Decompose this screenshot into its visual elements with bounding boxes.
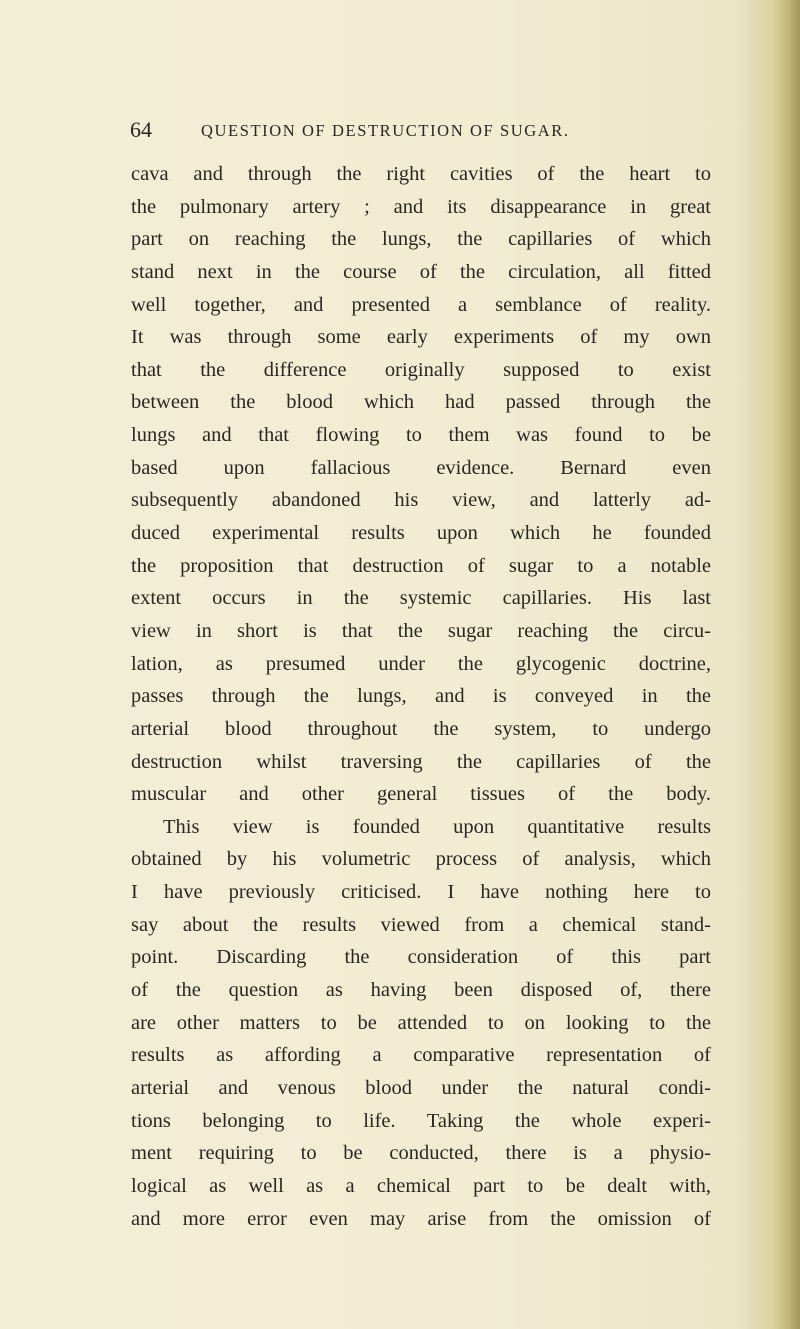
text-line: and more error even may arise from the omission of [131, 1207, 711, 1230]
body-text [131, 158, 711, 1235]
text-line: view in short is that the sugar reaching the circu- [131, 619, 711, 642]
text-line: ment requiring to be conducted, there is a physio- [131, 1142, 711, 1165]
text-line: the pulmonary artery ; and its disappearance in great [131, 195, 711, 218]
text-line: say about the results viewed from a chemical stand- [131, 913, 711, 936]
text-line: I have previously criticised. I have nothing here to [131, 881, 711, 904]
text-line: based upon fallacious evidence. Bernard even [131, 456, 711, 479]
page-edge-shadow [774, 0, 800, 1329]
text-line: cava and through the right cavities of the heart to [131, 163, 711, 185]
text-line: passes through the lungs, and is conveyed in the [131, 685, 711, 708]
page-number: 64 [130, 117, 152, 142]
text-line: stand next in the course of the circulation, all fitted [131, 260, 711, 283]
text-line: logical as well as a chemical part to be dealt with, [131, 1174, 711, 1197]
text-line: extent occurs in the systemic capillaries. His last [131, 587, 711, 610]
text-line: lation, as presumed under the glycogenic doctrine, [131, 652, 711, 675]
text-line: point. Discarding the consideration of this part [131, 946, 711, 969]
text-line: duced experimental results upon which he founded [131, 522, 711, 545]
text-line: subsequently abandoned his view, and latterly ad- [131, 489, 711, 512]
text-line: muscular and other general tissues of the body. [131, 783, 711, 806]
text-line: destruction whilst traversing the capillaries of the [131, 750, 711, 773]
text-line: part on reaching the lungs, the capillaries of which [131, 228, 711, 251]
text-line: arterial and venous blood under the natural condi- [131, 1076, 711, 1099]
text-line: are other matters to be attended to on looking to the [131, 1011, 711, 1034]
text-line: well together, and presented a semblance of reality. [131, 293, 711, 316]
text-line: that the difference originally supposed to exist [131, 358, 711, 381]
running-head: QUESTION OF DESTRUCTION OF SUGAR. [201, 121, 570, 140]
text-line: lungs and that flowing to them was found to be [131, 424, 711, 447]
text-line: the proposition that destruction of sugar to a notable [131, 554, 711, 577]
text-line: It was through some early experiments of my own [131, 326, 711, 349]
text-line: of the question as having been disposed of, there [131, 979, 711, 1002]
text-line: arterial blood throughout the system, to undergo [131, 717, 711, 740]
text-line: between the blood which had passed through the [131, 391, 711, 414]
page-header [130, 116, 710, 144]
text-line: results as affording a comparative representation of [131, 1044, 711, 1067]
text-line: tions belonging to life. Taking the whole experi- [131, 1109, 711, 1132]
text-line-paragraph-start: This view is founded upon quantitative results [163, 815, 711, 838]
text-line: obtained by his volumetric process of analysis, which [131, 848, 711, 871]
